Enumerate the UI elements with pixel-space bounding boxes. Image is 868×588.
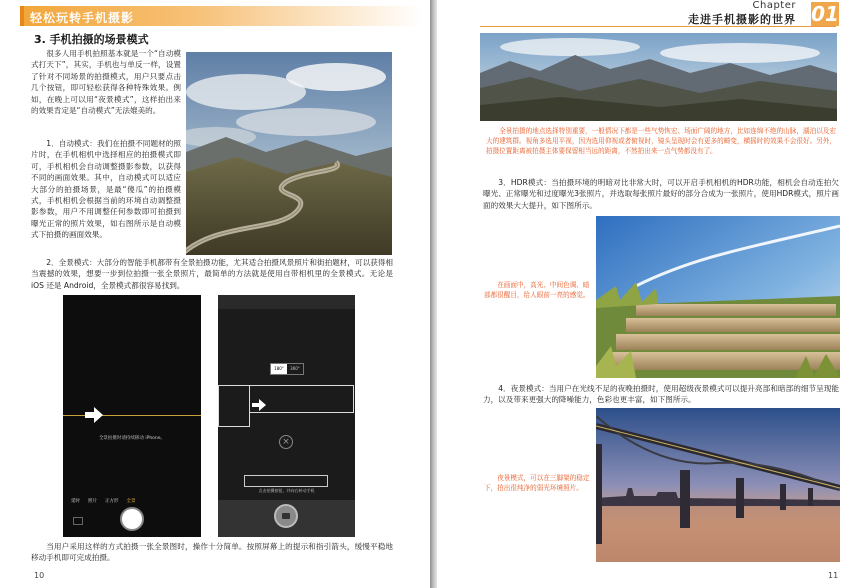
page-number-right: 11 xyxy=(828,571,839,580)
arrow-right-icon xyxy=(252,399,266,411)
pano-hint: 全景拍摄时请持续移动 iPhone。 xyxy=(98,436,166,441)
panorama-paragraph: 2．全景模式：大部分的智能手机都带有全景拍摄功能，尤其适合拍摄风景照片和街拍题材，可以获得相当震撼的效果，想要一步到位拍摄一张全景照片，最简单的方法就是使用自带相机里的全景模式。无论是 iOS 还是 Android，全景模式都很容易找到。 xyxy=(31,258,393,290)
phone-screenshot-panorama-android xyxy=(218,295,355,537)
chapter-rule xyxy=(480,26,836,27)
panorama-photo xyxy=(480,33,837,121)
night-paragraph: 4．夜景模式：当用户在光线不足的夜晚拍摄时，使用超级夜景模式可以提升亮部和暗部的细节呈现能力，以及带来更强大的降噪能力，色彩也更丰富，如下图所示。 xyxy=(483,384,839,405)
night-caption: 夜景模式，可以在三脚架的稳定下，拍出很纯净的弱光环境照片。 xyxy=(484,474,590,492)
angle-toggle[interactable] xyxy=(270,363,304,375)
hdr-caption: 在画面中，高光、中间色调、暗部都很醒目，给人眼前一亮的感觉。 xyxy=(484,281,590,299)
hdr-paragraph: 3．HDR模式：当拍摄环境的明暗对比非常大时，可以开启手机相机的HDR功能，相机会自动连拍欠曝光、正常曝光和过度曝光3张照片，并选取每张照片最好的部分合成为一张照片，使用HDR模式，照片画面的效果大大提升，如下图所示。 xyxy=(483,178,839,210)
capture-frame xyxy=(218,385,250,427)
arrow-right-icon xyxy=(85,407,103,423)
android-hint: 点击拍摄按钮，并向右转动手机 xyxy=(258,488,315,493)
bottom-paragraph: 当用户采用这样的方式拍摄一张全景图时，操作十分简单。按照屏幕上的提示和指引箭头，缓慢平稳地移动手机即可完成拍摄。 xyxy=(31,542,393,563)
camera-icon[interactable] xyxy=(274,504,298,528)
chapter-number: 01 xyxy=(811,2,839,26)
progress-bar xyxy=(244,475,328,487)
toggle-360[interactable]: 360° xyxy=(290,366,300,371)
chapter-title: 走进手机摄影的世界 xyxy=(688,13,796,26)
panorama-caption: 全景拍摄的地点选择特别重要，一般情况下都是一些气势恢宏、场面广阔的地方，比如连绵不绝的山脉，湖泊以及宏大的建筑群。视角多选用平视，因为选用仰视或者俯视时，镜头呈现时会有更多的畸变，横摇时的效果不会很好。另外，拍摄位置距离被拍摄主体要保留相当远的距离，不然拍出来一点气势都没有了。 xyxy=(486,127,836,155)
mode-selector[interactable] xyxy=(71,498,195,504)
toggle-180[interactable]: 180° xyxy=(271,364,287,374)
left-page xyxy=(0,0,430,588)
shutter-icon[interactable] xyxy=(120,507,144,531)
book-title: 轻松玩转手机摄影 xyxy=(30,11,135,25)
section-title: 3. 手机拍摄的场景模式 xyxy=(34,33,149,46)
guide-line xyxy=(63,415,201,416)
thumbnail[interactable] xyxy=(73,517,83,525)
left-header xyxy=(20,6,422,26)
header-accent-bar xyxy=(20,6,24,26)
night-photo xyxy=(596,408,840,562)
phone-screenshot-panorama-ios xyxy=(63,295,201,537)
mode-square[interactable]: 正方形 xyxy=(105,499,119,504)
hdr-photo xyxy=(596,216,840,378)
mode-photo[interactable]: 照片 xyxy=(88,499,97,504)
book-gutter xyxy=(430,0,437,588)
close-icon[interactable]: × xyxy=(279,435,293,449)
intro-paragraph: 很多人用手机拍照基本就是一个“自动模式打天下”，其实，手机也与单反一样，设置了针对不同场景的拍摄模式，用户只要点击几个按钮，即可轻松获得各种特殊效果。例如，在晚上可以用“夜景模式”，这样拍出来的效果肯定是“自动模式”无法媲美的。 xyxy=(31,49,181,116)
chapter-label: Chapter xyxy=(752,0,796,11)
auto-mode-paragraph: 1．自动模式：我们在拍摄不同题材的照片时，在手机相机中选择相应的拍摄模式即可，手机相机会自动调整摄影参数，以获得不同的画面效果。其中，自动模式可以适应大部分的拍摄场景，是最“傻瓜”的拍摄模式，手机相机会根据当前的环境自动调整摄影参数，用户不用调整任何参数即可拍摄到曝光正常的照片效果，如右图所示是自动模式下拍摄的画面效果。 xyxy=(31,139,181,240)
auto-mode-photo xyxy=(186,52,392,255)
page-number-left: 10 xyxy=(34,571,45,580)
mode-timelapse[interactable]: 延时 xyxy=(71,499,80,504)
status-bar xyxy=(218,295,355,309)
mode-panorama[interactable]: 全景 xyxy=(126,499,136,504)
